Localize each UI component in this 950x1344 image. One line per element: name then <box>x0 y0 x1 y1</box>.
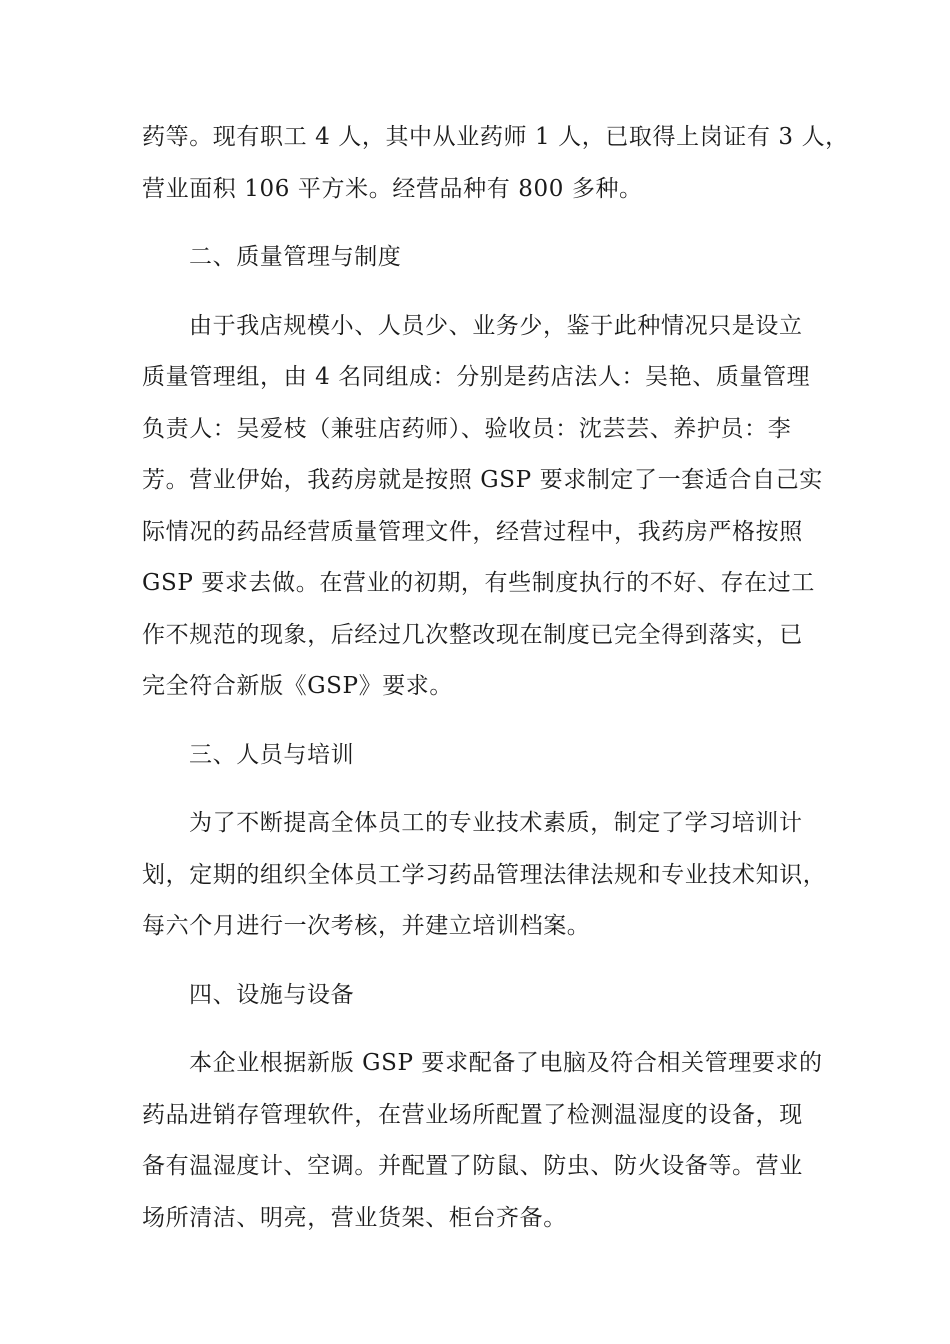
text-line: 药等。现有职工 4 人，其中从业药师 1 人，已取得上岗证有 3 人， <box>142 124 849 150</box>
section-heading-personnel: 三、人员与培训 <box>189 741 355 768</box>
document-body <box>142 112 849 1244</box>
text-line: 为了不断提高全体员工的专业技术素质，制定了学习培训计 <box>189 810 803 836</box>
text-line: 负责人：吴爱枝（兼驻店药师）、验收员：沈芸芸、养护员：李 <box>142 415 792 442</box>
personnel-paragraph <box>142 798 827 953</box>
text-line: 备有温湿度计、空调。并配置了防鼠、防虫、防火设备等。营业 <box>142 1153 803 1179</box>
text-line: GSP 要求去做。在营业的初期，有些制度执行的不好、存在过工 <box>142 570 815 596</box>
intro-paragraph <box>142 112 849 215</box>
text-line: 由于我店规模小、人员少、业务少，鉴于此种情况只是设立 <box>189 312 803 339</box>
section-heading-facilities: 四、设施与设备 <box>189 981 355 1008</box>
text-line: 药品进销存管理软件，在营业场所配置了检测温湿度的设备，现 <box>142 1101 803 1128</box>
text-line: 本企业根据新版 GSP 要求配备了电脑及符合相关管理要求的 <box>189 1050 823 1076</box>
text-line: 际情况的药品经营质量管理文件，经营过程中，我药房严格按照 <box>142 518 803 545</box>
text-line: 每六个月进行一次考核，并建立培训档案。 <box>142 913 591 939</box>
text-line: 完全符合新版《GSP》要求。 <box>142 673 454 699</box>
text-line: 芳。营业伊始，我药房就是按照 GSP 要求制定了一套适合自己实 <box>142 467 823 493</box>
text-line: 质量管理组，由 4 名同组成：分别是药店法人：吴艳、质量管理 <box>142 364 811 390</box>
text-line: 作不规范的现象，后经过几次整改现在制度已完全得到落实，已 <box>142 621 803 648</box>
section-heading-quality: 二、质量管理与制度 <box>189 244 402 270</box>
text-line: 营业面积 106 平方米。经营品种有 800 多种。 <box>142 175 643 202</box>
text-line: 场所清洁、明亮，营业货架、柜台齐备。 <box>142 1204 567 1231</box>
quality-paragraph <box>142 301 823 713</box>
text-line: 划，定期的组织全体员工学习药品管理法律法规和专业技术知识， <box>142 861 827 888</box>
facilities-paragraph <box>142 1038 823 1244</box>
